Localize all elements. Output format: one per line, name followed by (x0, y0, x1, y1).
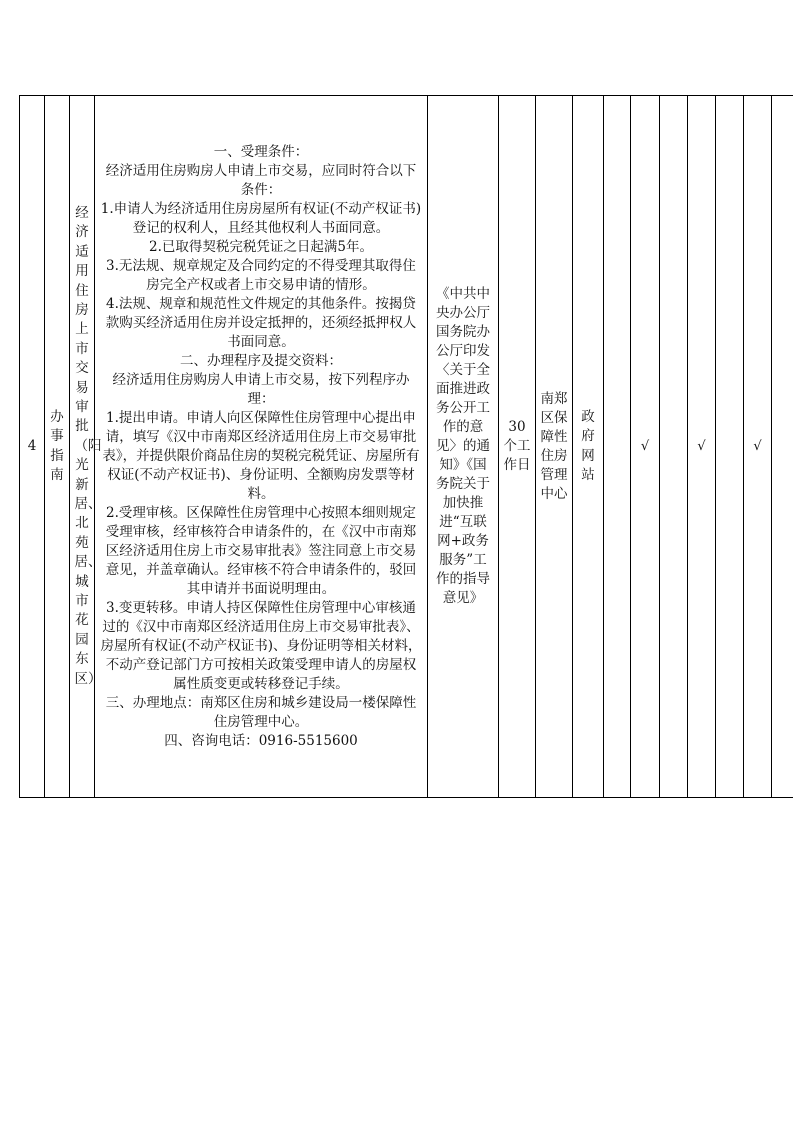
mark-cell (660, 96, 688, 798)
time-limit-cell (499, 96, 536, 798)
content-paragraph: 2.受理审核。区保障性住房管理中心按照本细则规定受理审核，经审核符合申请条件的，在《汉中市南郑区经济适用住房上市交易审批表》签注同意上市交易意见，并盖章确认。经审核不符合申请条件的，驳回其申请并书面说明理由。 (105, 504, 417, 597)
basis-cell (428, 96, 499, 798)
check-mark: √ (753, 439, 762, 454)
check-mark: √ (697, 439, 706, 454)
content-paragraph: 1.提出申请。申请人向区保障性住房管理中心提出申请，填写《汉中市南郑区经济适用住房上市交易审批表》，并提供限价商品住房的契税完税凭证、房屋所有权证(不动产权证书)、身份证明、全额购房发票等材料。 (102, 409, 420, 502)
content-heading-conditions: 一、受理条件： (213, 143, 309, 160)
content-phone: 四、咨询电话：0916-5515600 (164, 732, 358, 749)
content-paragraph: 1.申请人为经济适用住房房屋所有权证(不动产权证书)登记的权利人，且经其他权利人书面同意。 (100, 200, 422, 236)
content-heading-procedure: 二、办理程序及提交资料： (180, 352, 342, 369)
channel: 政府网站 (581, 408, 595, 483)
check-mark: √ (640, 439, 650, 454)
content-paragraph: 3.变更转移。申请人持区保障性住房管理中心审核通过的《汉中市南郑区经济适用住房上市交易审批表》、房屋所有权证(不动产权证书)、身份证明等相关材料，不动产登记部门方可按相关政策受理申请人的房屋权属性质变更或转移登记手续。 (100, 599, 422, 692)
table-row (20, 96, 793, 798)
basis-text: 《中共中央办公厅国务院办公厅印发〈关于全面推进政务公开工作的意见〉的通知》《国务院关于加快推进“互联网+政务服务”工作的指导意见》 (436, 286, 490, 606)
category-label: 办事指南 (50, 408, 64, 483)
mark-cell (772, 96, 793, 798)
channel-cell (573, 96, 604, 798)
content-paragraph: 经济适用住房购房人申请上市交易，按下列程序办理： (112, 371, 410, 407)
mark-cell (688, 96, 716, 798)
content-paragraph: 2.已取得契税完税凭证之日起满5年。 (149, 238, 373, 255)
content-cell (95, 96, 428, 798)
content-paragraph: 4.法规、规章和规范性文件规定的其他条件。按揭贷款购买经济适用住房并设定抵押的，还须经抵押权人书面同意。 (105, 295, 417, 350)
department-cell (536, 96, 573, 798)
content-paragraph: 经济适用住房购房人申请上市交易，应同时符合以下条件： (105, 162, 417, 198)
row-number-cell (20, 96, 45, 798)
content-paragraph: 3.无法规、规章规定及合同约定的不得受理其取得住房完全产权或者上市交易申请的情形。 (106, 257, 416, 293)
content-location: 三、办理地点：南郑区住房和城乡建设局一楼保障性住房管理中心。 (105, 694, 417, 730)
mark-cell (744, 96, 772, 798)
item-name: 经济适用住房上市交易审批（阳光新居、北苑居、城市花园东区） (74, 204, 102, 687)
item-name-cell (70, 96, 102, 798)
mark-cell (631, 96, 660, 798)
department: 南郑区保障性住房管理中心 (540, 390, 568, 502)
info-table (19, 95, 793, 798)
mark-cell (716, 96, 744, 798)
mark-cell (604, 96, 631, 798)
row-number: 4 (27, 438, 37, 454)
time-limit: 30个工作日 (503, 419, 531, 473)
category-cell (45, 96, 70, 798)
